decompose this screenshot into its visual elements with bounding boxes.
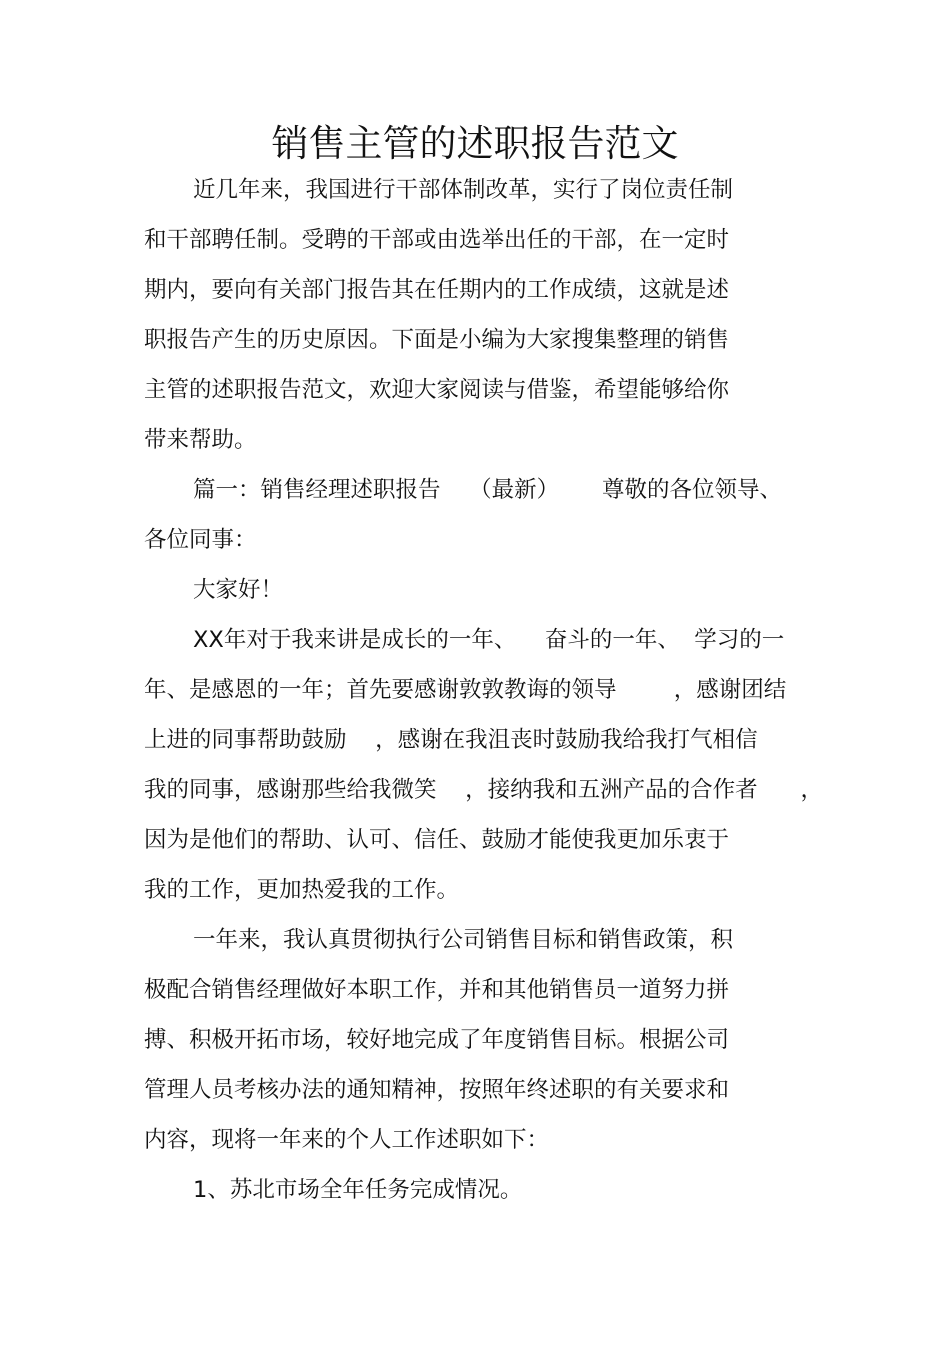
paragraph-line: 大家好！ (193, 577, 284, 603)
paragraph-line: 上进的同事帮助鼓励 ，感谢在我沮丧时鼓励我给我打气相信 (144, 727, 758, 753)
paragraph-line: 各位同事： (144, 527, 257, 553)
paragraph-line: 一年来，我认真贯彻执行公司销售目标和销售政策，积 (193, 927, 734, 953)
paragraph-line: 内容，现将一年来的个人工作述职如下： (144, 1127, 550, 1153)
paragraph-line: XX年对于我来讲是成长的一年、 奋斗的一年、 学习的一 (193, 627, 785, 653)
paragraph-line: 篇一：销售经理述职报告 （最新） 尊敬的各位领导、 (193, 477, 783, 503)
paragraph-line: 因为是他们的帮助、认可、信任、鼓励才能使我更加乐衷于 (144, 827, 730, 853)
paragraph-line: 和干部聘任制。受聘的干部或由选举出任的干部，在一定时 (144, 227, 730, 253)
paragraph-line: 期内，要向有关部门报告其在任期内的工作成绩，这就是述 (144, 277, 730, 303)
paragraph-line: 我的同事，感谢那些给我微笑 ，接纳我和五洲产品的合作者 ， (144, 777, 824, 803)
paragraph-line: 极配合销售经理做好本职工作，并和其他销售员一道努力拼 (144, 977, 730, 1003)
paragraph-line: 年、是感恩的一年；首先要感谢敦敦教诲的领导 ，感谢团结 (144, 677, 787, 703)
paragraph-line: 管理人员考核办法的通知精神，按照年终述职的有关要求和 (144, 1077, 730, 1103)
document-title: 销售主管的述职报告范文 (271, 122, 679, 165)
paragraph-line: 主管的述职报告范文，欢迎大家阅读与借鉴，希望能够给你 (144, 377, 730, 403)
paragraph-line: 搏、积极开拓市场，较好地完成了年度销售目标。根据公司 (144, 1027, 730, 1053)
paragraph-line: 带来帮助。 (144, 427, 257, 453)
paragraph-line: 职报告产生的历史原因。下面是小编为大家搜集整理的销售 (144, 327, 730, 353)
paragraph-line: 我的工作，更加热爱我的工作。 (144, 877, 460, 903)
section-heading-line: 1、苏北市场全年任务完成情况。 (193, 1177, 523, 1203)
paragraph-line: 近几年来，我国进行干部体制改革，实行了岗位责任制 (193, 177, 734, 203)
